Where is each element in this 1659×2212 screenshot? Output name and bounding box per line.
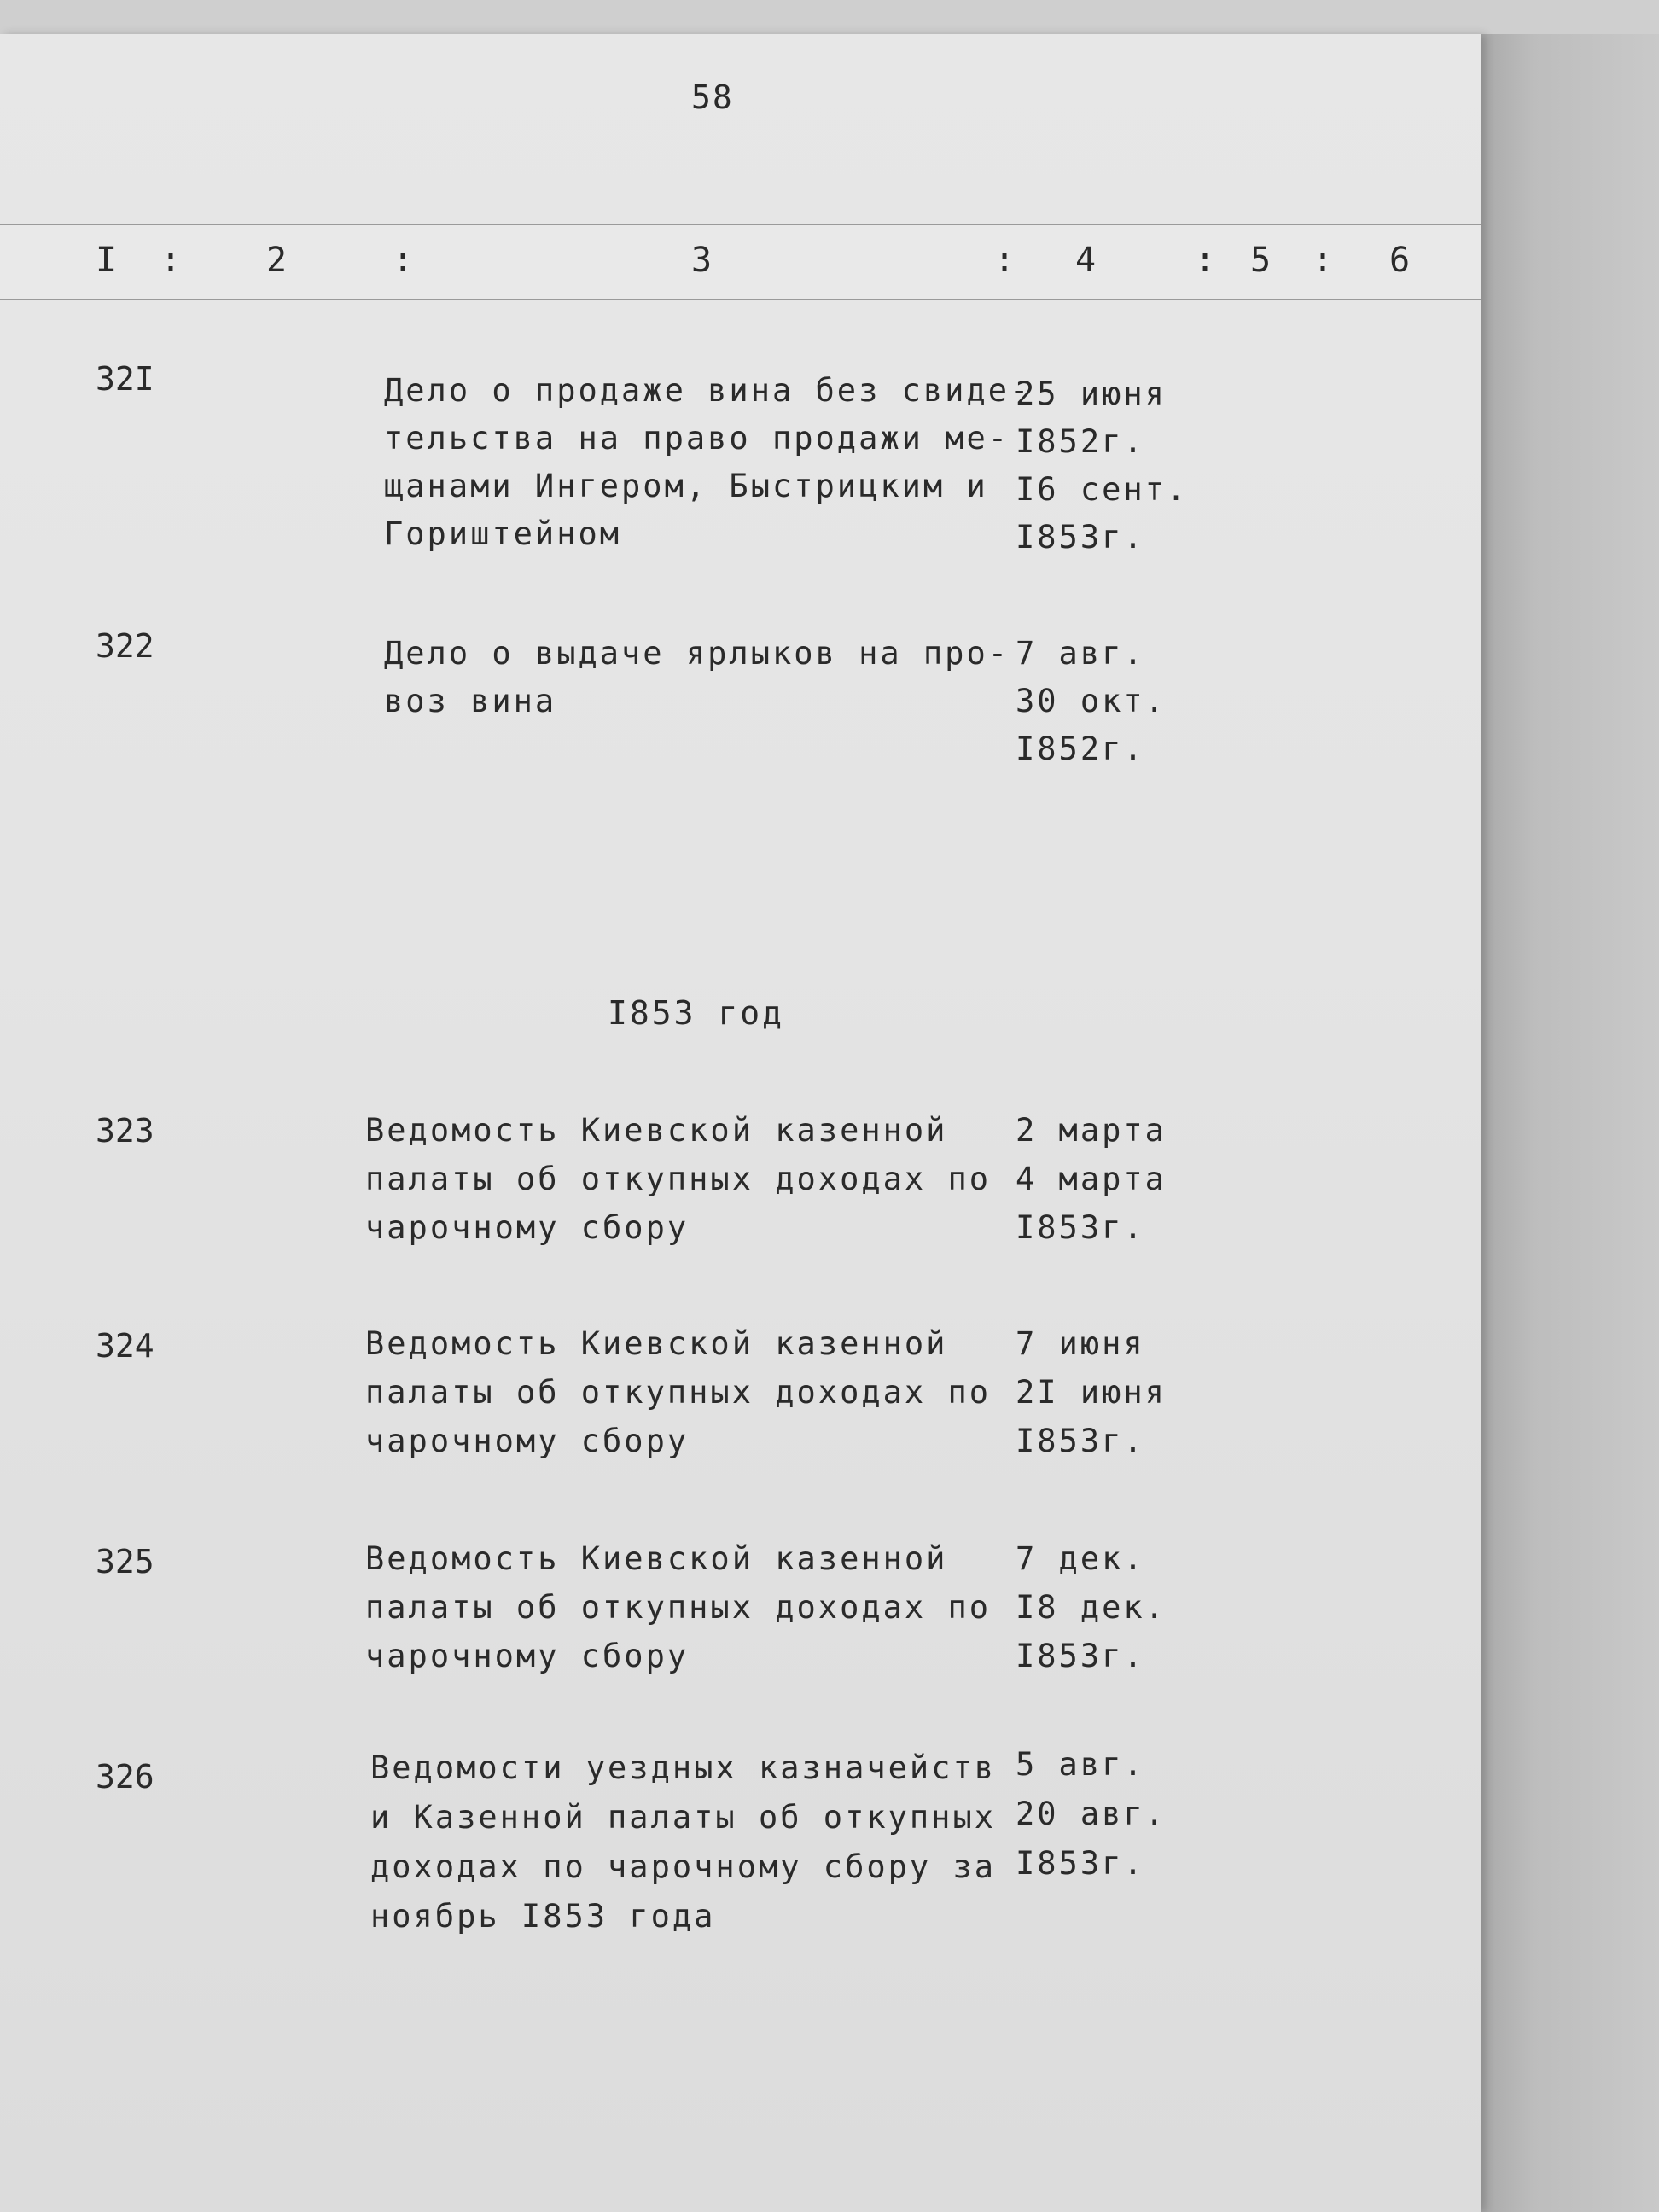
- entry-date: I8 дек.: [1016, 1589, 1167, 1626]
- entry-number: 32I: [96, 360, 154, 398]
- entry-date: I852г.: [1016, 423, 1145, 460]
- column-separator: :: [1313, 241, 1334, 280]
- entry-title-line: Гориштейном: [384, 515, 622, 552]
- entry-date: 4 марта: [1016, 1161, 1167, 1197]
- entry-title-line: воз вина: [384, 683, 557, 719]
- entry-date: 5 авг.: [1016, 1746, 1145, 1783]
- entry-title-line: и Казенной палаты об откупных: [370, 1799, 997, 1836]
- entry-title-line: Ведомость Киевской казенной: [365, 1325, 948, 1362]
- entry-title-line: Дело о продаже вина без свиде-: [384, 372, 1032, 409]
- page-number: 58: [691, 79, 734, 116]
- entry-title-line: тельства на право продажи ме-: [384, 420, 1010, 457]
- entry-title-line: Ведомость Киевской казенной: [365, 1112, 948, 1149]
- column-header-2: 2: [266, 241, 288, 280]
- entry-date: 7 авг.: [1016, 635, 1145, 672]
- entry-title-line: Ведомость Киевской казенной: [365, 1540, 948, 1577]
- column-header-3: 3: [691, 241, 713, 280]
- entry-number: 323: [96, 1112, 154, 1150]
- entry-title-line: доходах по чарочному сбору за: [370, 1848, 997, 1885]
- entry-date: I853г.: [1016, 1209, 1145, 1246]
- entry-date: 20 авг.: [1016, 1796, 1167, 1832]
- entry-date: I6 сент.: [1016, 471, 1189, 508]
- entry-date: 30 окт.: [1016, 683, 1167, 719]
- entry-title-line: палаты об откупных доходах по: [365, 1589, 992, 1626]
- column-separator: :: [160, 241, 182, 280]
- entry-title-line: палаты об откупных доходах по: [365, 1161, 992, 1197]
- entry-date: 7 июня: [1016, 1325, 1145, 1362]
- entry-title-line: Ведомости уездных казначейств: [370, 1749, 997, 1786]
- page-edge: [1481, 34, 1659, 2212]
- entry-date: I853г.: [1016, 519, 1145, 556]
- entry-title-line: Дело о выдаче ярлыков на про-: [384, 635, 1010, 672]
- column-header-row: [0, 224, 1481, 300]
- entry-title-line: чарочному сбору: [365, 1638, 690, 1674]
- year-heading: I853 год: [608, 994, 785, 1032]
- entry-date: 2I июня: [1016, 1374, 1167, 1411]
- entry-number: 322: [96, 627, 154, 665]
- entry-title-line: чарочному сбору: [365, 1423, 690, 1459]
- entry-date: 7 дек.: [1016, 1540, 1145, 1577]
- entry-title-line: щанами Ингером, Быстрицким и: [384, 468, 988, 504]
- entry-date: I852г.: [1016, 731, 1145, 767]
- column-header-1: I: [96, 241, 117, 280]
- column-header-5: 5: [1250, 241, 1272, 280]
- entry-number: 326: [96, 1758, 154, 1796]
- column-header-4: 4: [1075, 241, 1097, 280]
- column-separator: :: [393, 241, 414, 280]
- entry-number: 325: [96, 1543, 154, 1580]
- column-separator: :: [1195, 241, 1216, 280]
- entry-title-line: чарочному сбору: [365, 1209, 690, 1246]
- entry-title-line: палаты об откупных доходах по: [365, 1374, 992, 1411]
- entry-date: I853г.: [1016, 1638, 1145, 1674]
- entry-date: I853г.: [1016, 1845, 1145, 1882]
- entry-date: I853г.: [1016, 1423, 1145, 1459]
- entry-date: 25 июня: [1016, 375, 1167, 412]
- entry-date: 2 марта: [1016, 1112, 1167, 1149]
- entry-title-line: ноябрь I853 года: [370, 1898, 716, 1935]
- entry-number: 324: [96, 1327, 154, 1365]
- column-separator: :: [994, 241, 1016, 280]
- column-header-6: 6: [1389, 241, 1411, 280]
